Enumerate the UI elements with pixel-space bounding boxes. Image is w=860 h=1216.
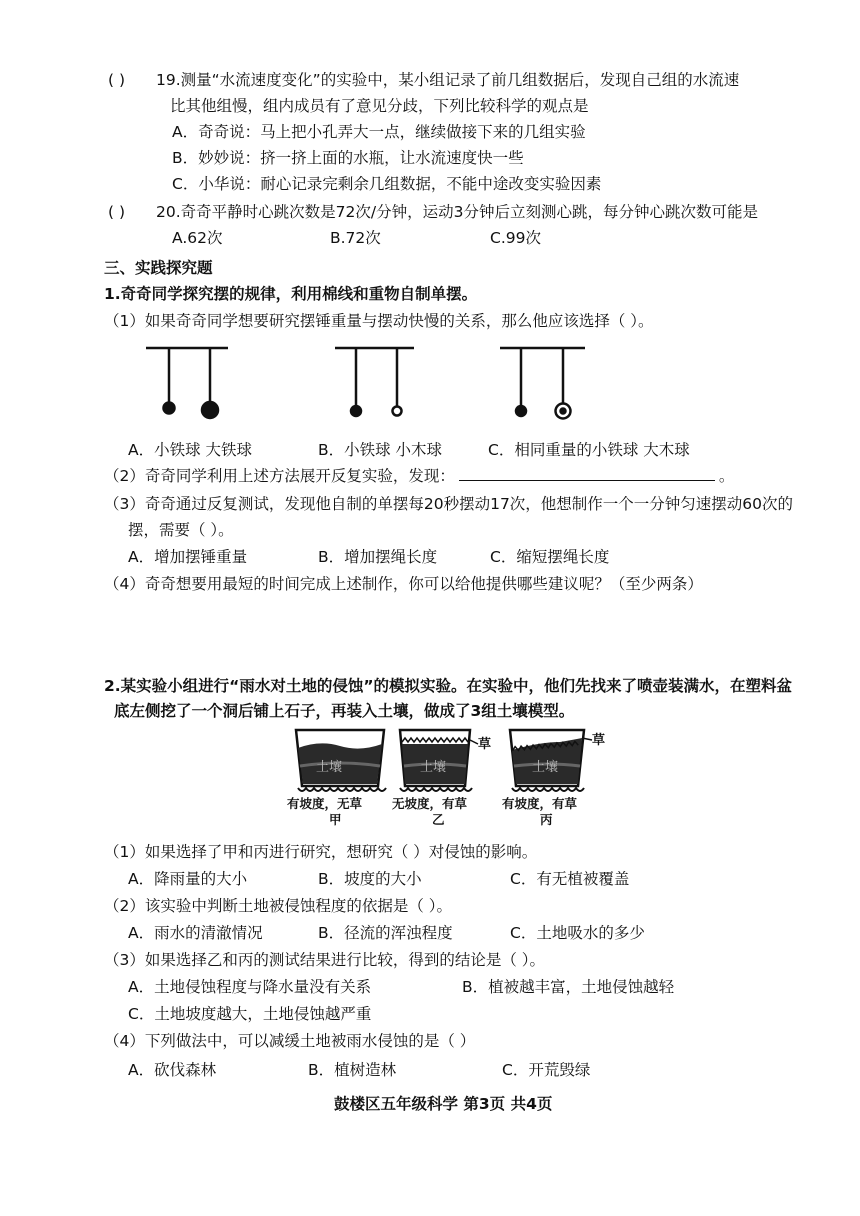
grass-label: 草 (478, 737, 492, 752)
soil-model-bing (510, 730, 605, 791)
p1-sub2: （2）奇奇同学利用上述方法展开反复实验，发现： 。 (104, 467, 735, 485)
p2-sub2-option-c: C．土地吸水的多少 (510, 924, 645, 942)
small-iron-ball-icon (516, 406, 526, 416)
pendulum-pair-c (500, 348, 585, 419)
soil-label: 土壤 (532, 760, 559, 775)
answer-blank[interactable] (459, 466, 715, 481)
q19-option-b: B．妙妙说：挤一挤上面的水瓶，让水流速度快一些 (172, 149, 524, 167)
p2-sub1: （1）如果选择了甲和丙进行研究，想研究（ ）对侵蚀的影响。 (104, 843, 538, 861)
soil-model-yi (400, 730, 491, 791)
caption-jia: 有坡度，无草 (287, 796, 363, 811)
caption-bing: 有坡度，有草 (502, 796, 578, 811)
grass-label: 草 (592, 733, 606, 748)
p1-sub3-option-c: C．缩短摆绳长度 (490, 548, 610, 566)
p2-sub3: （3）如果选择乙和丙的测试结果进行比较，得到的结论是（ ）。 (104, 951, 546, 969)
soil-model-figure (0, 722, 860, 828)
p2-sub2-option-a: A．雨水的清澈情况 (128, 924, 263, 942)
p2-sub1-option-b: B．坡度的大小 (318, 870, 422, 888)
small-iron-ball-icon (351, 406, 361, 416)
label-yi: 乙 (432, 812, 445, 827)
p1-sub3-option-a: A．增加摆锤重量 (128, 548, 248, 566)
p1-sub3-option-b: B．增加摆绳长度 (318, 548, 438, 566)
q20-option-c: C.99次 (490, 229, 541, 247)
pendulum-pair-b (335, 348, 414, 416)
pendulum-pair-a (146, 348, 228, 418)
p1-sub1-option-b: B．小铁球 小木球 (318, 441, 443, 459)
q20-option-a: A.62次 (172, 229, 223, 247)
p2-sub3-option-b: B．植被越丰富，土地侵蚀越轻 (462, 978, 675, 996)
p1-sub3-line2: 摆，需要（ ）。 (128, 521, 234, 539)
p2-intro-line1: 2.某实验小组进行“雨水对土地的侵蚀”的模拟实验。在实验中，他们先找来了喷壶装满水，在塑料盆 (104, 677, 793, 695)
small-wood-ball-icon (393, 407, 402, 416)
pendulum-figure (0, 330, 860, 440)
page-footer: 鼓楼区五年级科学 第3页 共4页 (334, 1095, 553, 1113)
large-iron-ball-icon (202, 402, 218, 418)
q19-stem-line2: 比其他组慢，组内成员有了意见分歧，下列比较科学的观点是 (170, 97, 589, 115)
soil-model-jia (296, 730, 386, 791)
q19-answer-paren: ( ) (108, 71, 126, 89)
p2-intro-line2: 底左侧挖了一个洞后铺上石子，再装入土壤，做成了3组土壤模型。 (114, 702, 575, 720)
p1-sub1-option-a: A．小铁球 大铁球 (128, 441, 253, 459)
q20-option-b: B.72次 (330, 229, 381, 247)
p2-sub3-option-a: A．土地侵蚀程度与降水量没有关系 (128, 978, 372, 996)
p1-sub1-option-c: C．相同重量的小铁球 大木球 (488, 441, 690, 459)
q20-answer-paren: ( ) (108, 203, 126, 221)
p2-sub1-option-c: C．有无植被覆盖 (510, 870, 630, 888)
p2-sub2-option-b: B．径流的浑浊程度 (318, 924, 453, 942)
caption-yi: 无坡度，有草 (392, 796, 468, 811)
q19-option-a: A．奇奇说：马上把小孔弄大一点，继续做接下来的几组实验 (172, 123, 586, 141)
q19-option-c: C．小华说：耐心记录完剩余几组数据，不能中途改变实验因素 (172, 175, 602, 193)
p1-intro: 1.奇奇同学探究摆的规律，利用棉线和重物自制单摆。 (104, 285, 478, 303)
label-bing: 丙 (540, 812, 553, 827)
soil-label: 土壤 (316, 760, 343, 775)
p1-sub1: （1）如果奇奇同学想要研究摆锤重量与摆动快慢的关系，那么他应该选择（ ）。 (104, 312, 654, 330)
p1-sub4: （4）奇奇想要用最短的时间完成上述制作，你可以给他提供哪些建议呢？（至少两条） (104, 575, 703, 593)
p2-sub4-option-b: B．植树造林 (308, 1061, 397, 1079)
soil-label: 土壤 (420, 760, 447, 775)
p2-sub2: （2）该实验中判断土地被侵蚀程度的依据是（ ）。 (104, 897, 453, 915)
p2-sub3-option-c: C．土地坡度越大，土地侵蚀越严重 (128, 1005, 372, 1023)
p2-sub4: （4）下列做法中，可以减缓土地被雨水侵蚀的是（ ） (104, 1032, 476, 1050)
p1-sub3-line1: （3）奇奇通过反复测试，发现他自制的单摆每20秒摆动17次，他想制作一个一分钟匀速摆动60次的 (104, 495, 794, 513)
p2-sub4-option-a: A．砍伐森林 (128, 1061, 217, 1079)
p2-sub4-option-c: C．开荒毁绿 (502, 1061, 591, 1079)
q20-stem: 20.奇奇平静时心跳次数是72次/分钟，运动3分钟后立刻测心跳，每分钟心跳次数可能是 (156, 203, 758, 221)
q19-stem-line1: 19.测量“水流速度变化”的实验中，某小组记录了前几组数据后，发现自己组的水流速 (156, 71, 740, 89)
label-jia: 甲 (329, 812, 342, 827)
section-title: 三、实践探究题 (104, 259, 213, 277)
small-iron-ball-icon (164, 403, 175, 414)
p2-sub1-option-a: A．降雨量的大小 (128, 870, 248, 888)
